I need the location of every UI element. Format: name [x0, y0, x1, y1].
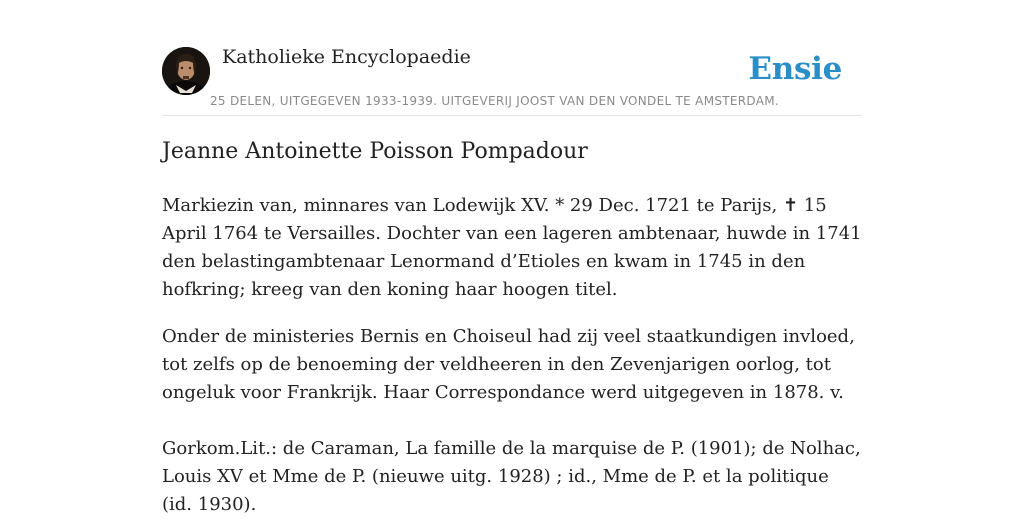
article-title: Jeanne Antoinette Poisson Pompadour	[162, 139, 588, 164]
article-paragraph-literature: Gorkom.Lit.: de Caraman, La famille de la marquise de P. (1901); de Nolhac, Louis XV et Mme de P. (nieuwe uitg. 1928) ; id., Mme de P. et la politique (id. 1930).	[162, 438, 861, 515]
article-paragraph: Markiezin van, minnares van Lodewijk XV. * 29 Dec. 1721 te Parijs, ✝ 15 April 1764 te Versailles. Dochter van een lageren ambtenaar, huwde in 1741 den belastingambtenaar Lenormand d’Etioles en kwam in 1745 in den hofkring; kreeg van den koning haar hoogen titel.	[162, 195, 862, 300]
header-divider	[162, 115, 862, 116]
publication-meta: 25 DELEN, UITGEGEVEN 1933-1939. UITGEVERIJ JOOST VAN DEN VONDEL TE AMSTERDAM.	[210, 94, 780, 108]
article-paragraph: Onder de ministeries Bernis en Choiseul had zij veel staatkundigen invloed, tot zelfs op de benoeming der veldheeren in den Zevenjarigen oorlog, tot ongeluk voor Frankrijk. Haar Correspondance werd uitgegeven in 1878. v.	[162, 326, 855, 403]
portrait-avatar-icon[interactable]	[162, 47, 210, 95]
publication-title[interactable]: Katholieke Encyclopaedie	[222, 46, 471, 68]
brand-logo[interactable]: Ensie	[748, 51, 842, 87]
